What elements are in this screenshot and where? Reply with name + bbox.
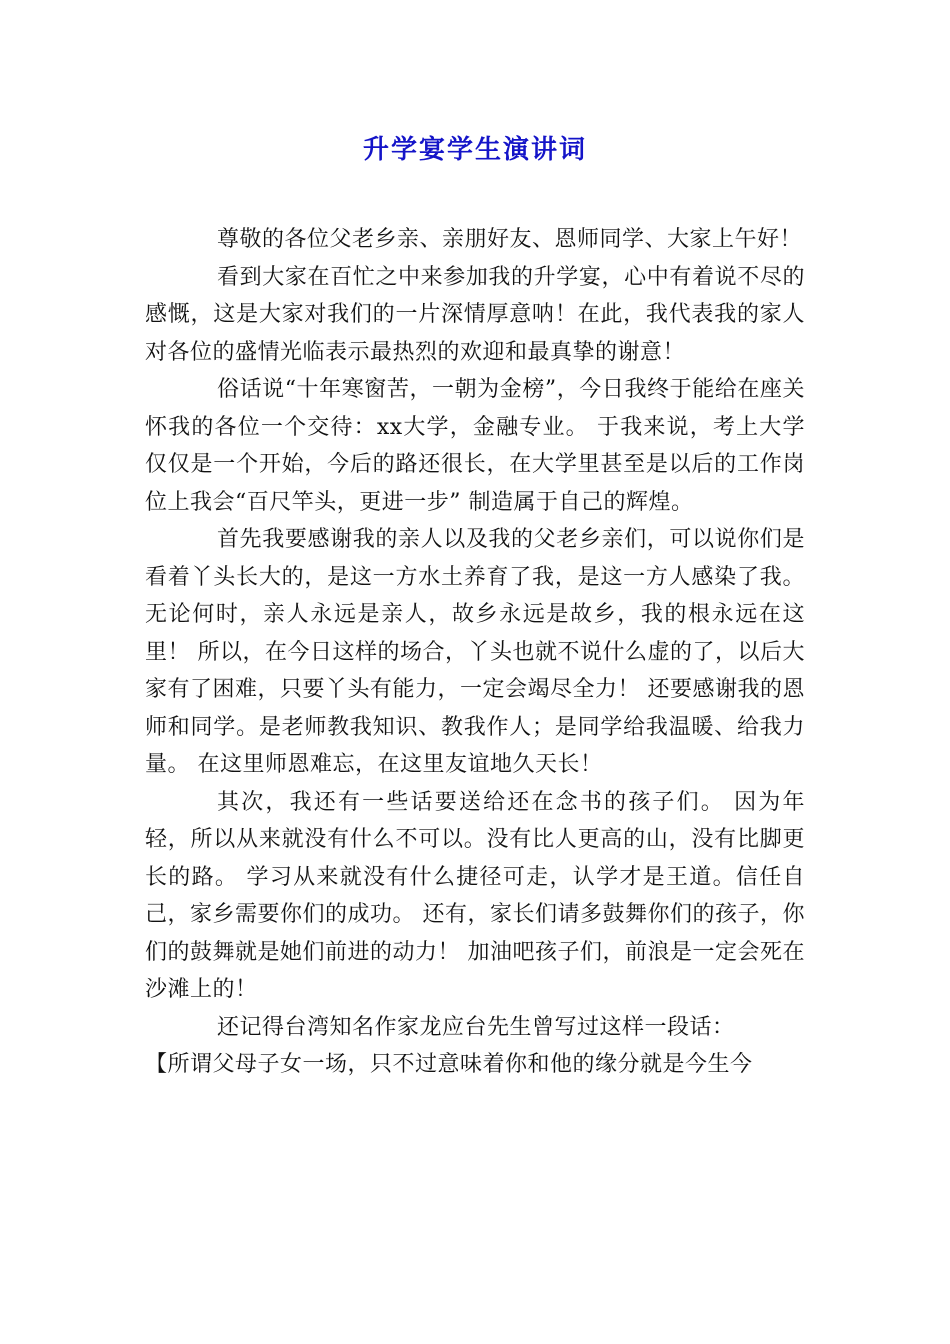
paragraph-quote-intro: 还记得台湾知名作家龙应台先生曾写过这样一段话： [217,1014,735,1040]
paragraph-achievement: 俗话说“十年寒窗苦，一朝为金榜”，今日我终于能给在座关怀我的各位一个交待：xx大学，金融专业。 于我来说，考上大学仅仅是一个开始，今后的路还很长，在大学里甚至是以后的工作岗位上我会“百尺竿头，更进一步” 制造属于自己的辉煌。 [145,377,805,515]
paragraph-thanks: 看到大家在百忙之中来参加我的升学宴，心中有着说不尽的感慨，这是大家对我们的一片深情厚意呐！在此，我代表我的家人对各位的盛情光临表示最热烈的欢迎和最真挚的谢意！ [145,264,805,365]
paragraph-greeting: 尊敬的各位父老乡亲、亲朋好友、恩师同学、大家上午好！ [217,227,803,252]
paragraph-gratitude: 首先我要感谢我的亲人以及我的父老乡亲们，可以说你们是看着丫头长大的，是这一方水土养育了我，是这一方人感染了我。 无论何时，亲人永远是亲人，故乡永远是故乡，我的根永远在这里！ 所以，在今日这样的场合，丫头也就不说什么虚的了，以后大家有了困难，只要丫头有能力，一定会竭尽全力！ 还要感谢我的恩师和同学。是老师教我知识、教我作人；是同学给我温暖、给我力量。 在这里师恩难忘，在这里友谊地久天长！ [145,527,805,777]
paragraph-quote: 【所谓父母子女一场，只不过意味着你和他的缘分就是今生今 [145,1052,753,1077]
document-title: 升学宴学生演讲词 [362,135,587,165]
paragraph-advice: 其次，我还有一些话要送给还在念书的孩子们。 因为年轻，所以从来就没有什么不可以。没有比人更高的山，没有比脚更长的路。 学习从来就没有什么捷径可走，认学才是王道。信任自己，家乡需要你们的成功。 还有，家长们请多鼓舞你们的孩子，你们的鼓舞就是她们前进的动力！ 加油吧孩子们，前浪是一定会死在沙滩上的！ [145,789,805,1002]
document-body [145,221,805,1084]
